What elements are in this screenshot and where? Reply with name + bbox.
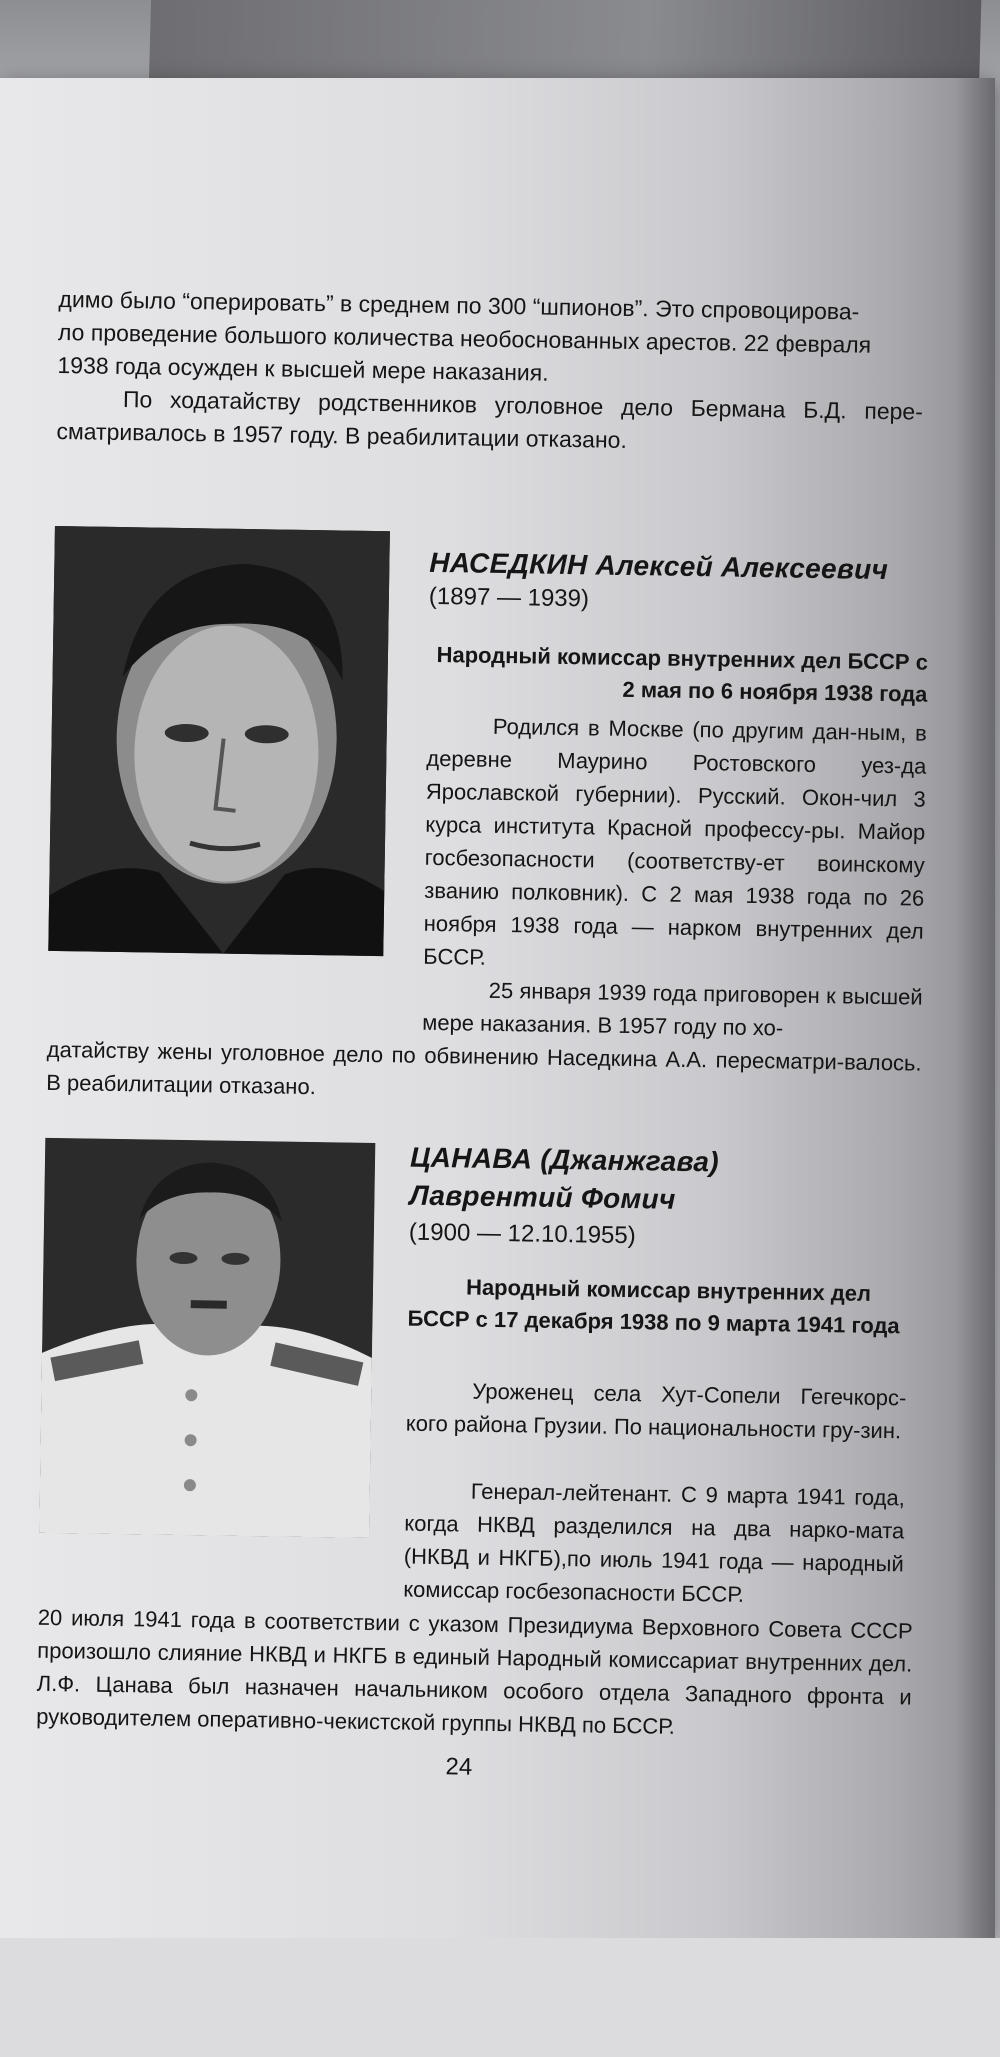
tsanava-dates: (1900 — 12.10.1955) bbox=[408, 1218, 636, 1250]
nasedkin-sentence-b: датайству жены уголовное дело по обвинению Наседкина А.А. пересматри-валось. В реабилитации отказано. bbox=[46, 1036, 922, 1100]
nasedkin-sentence-a: 25 января 1939 года приговорен к высшей мере наказания. В 1957 году по хо- bbox=[422, 977, 923, 1041]
tsanava-portrait-drawing bbox=[39, 1138, 375, 1538]
tsanava-name-line1: ЦАНАВА (Джанжгава) bbox=[409, 1141, 720, 1178]
nasedkin-portrait bbox=[48, 526, 390, 956]
page-content bbox=[33, 78, 962, 1952]
book-page bbox=[0, 78, 995, 1938]
nasedkin-name: НАСЕДКИН Алексей Алексеевич bbox=[429, 546, 889, 586]
nasedkin-portrait-drawing bbox=[48, 526, 390, 956]
tsanava-portrait bbox=[39, 1138, 375, 1538]
intro-line-3: 1938 года осужден к высшей мере наказания. bbox=[57, 351, 549, 386]
tsanava-name-line2: Лаврентий Фомич bbox=[409, 1179, 676, 1215]
intro-line-1: димо было “оперировать” в среднем по 300 “шпионов”. Это спровоцирова- bbox=[58, 285, 860, 325]
nasedkin-dates: (1897 — 1939) bbox=[428, 582, 590, 613]
tsanava-bio-3: 20 июля 1941 года в соответствии с указом Президиума Верховного Совета СССР произошло слияние НКВД и НКГБ в единый Народный комиссариат внутренних дел. Л.Ф. Цанава был назначен начальником особого отдела Западного фронта и руководителем оперативно-чекистской группы НКВД по БССР. bbox=[36, 1604, 913, 1739]
page-shadow-edge bbox=[955, 78, 995, 1938]
nasedkin-position: Народный комиссар внутренних дел БССР с 2 мая по 6 ноября 1938 года bbox=[436, 641, 929, 707]
tsanava-position: Народный комиссар внутренних дел БССР с 17 декабря 1938 по 9 марта 1941 года bbox=[407, 1274, 900, 1339]
tsanava-bio-1: Уроженец села Хут-Сопели Гегечкорс-кого района Грузии. По национальности гру-зин. bbox=[405, 1378, 907, 1444]
tsanava-bio-2: Генерал-лейтенант. С 9 марта 1941 года, когда НКВД разделился на два нарко-мата (НКВД и НКГБ),по июль 1941 года — народный комиссар госбезопасности БССР. bbox=[403, 1478, 905, 1607]
intro-paragraph-2: По ходатайству родственников уголовное дело Бермана Б.Д. пере-сматривалось в 1957 году. В реабилитации отказано. bbox=[56, 385, 924, 453]
nasedkin-bio: Родился в Москве (по другим дан-ным, в деревне Маурино Ростовского уез-да Ярославской губернии). Русский. Окон-чил 3 курса института Красной профессу-ры. Майор госбезопасности (соответству-ет воинскому званию полковник). С 2 мая 1938 года по 26 ноября 1938 года — нарком внутренних дел БССР. bbox=[423, 713, 928, 970]
page-number: 24 bbox=[445, 1753, 473, 1781]
table-surface bbox=[0, 1938, 1000, 2057]
intro-line-2: ло проведение большого количества необоснованных арестов. 22 февраля bbox=[57, 318, 872, 358]
